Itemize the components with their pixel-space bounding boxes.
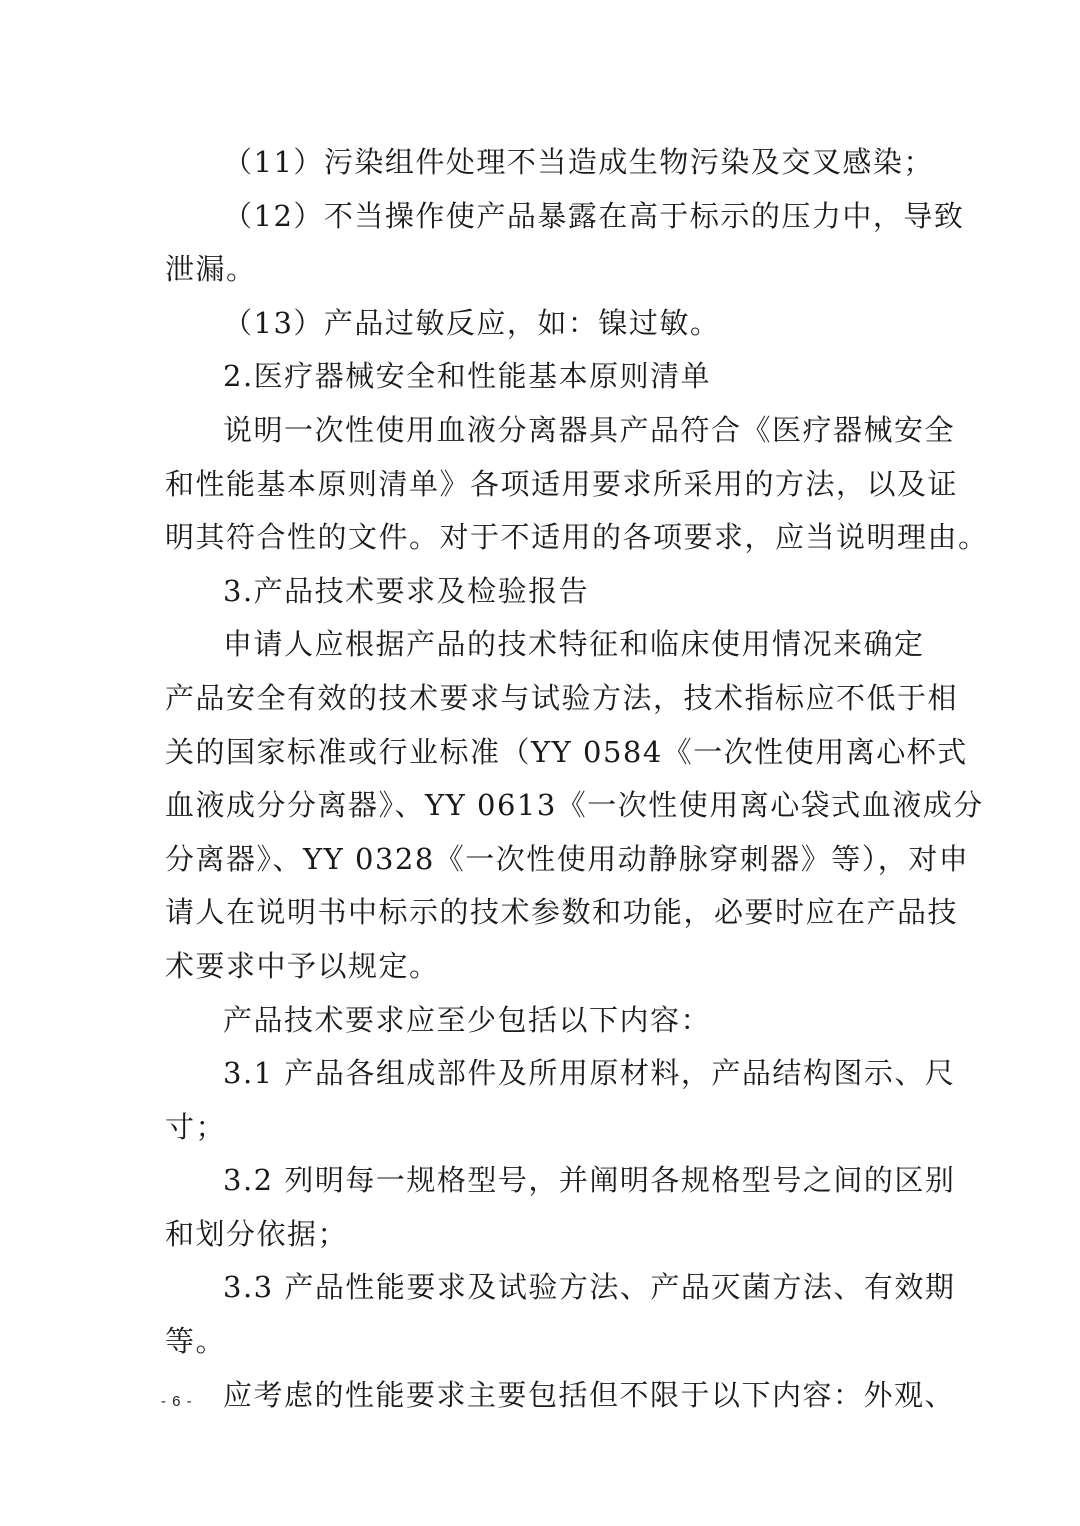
paragraph-line: 明其符合性的文件。对于不适用的各项要求，应当说明理由。 <box>165 520 989 555</box>
list-item-12-line-1: （12）不当操作使产品暴露在高于标示的压力中，导致 <box>223 198 965 233</box>
list-item-3-2-line-2: 和划分依据； <box>165 1216 349 1251</box>
list-item-12-line-2: 泄漏。 <box>165 252 257 287</box>
paragraph-line: 分离器》、YY 0328《一次性使用动静脉穿刺器》等），对申 <box>165 841 970 876</box>
paragraph-line: 和性能基本原则清单》各项适用要求所采用的方法，以及证 <box>165 466 959 501</box>
paragraph-line: 请人在说明书中标示的技术参数和功能，必要时应在产品技 <box>165 895 959 930</box>
paragraph-line: 关的国家标准或行业标准（YY 0584《一次性使用离心杯式 <box>165 734 968 769</box>
paragraph-line: 申请人应根据产品的技术特征和临床使用情况来确定 <box>223 627 925 662</box>
list-item-3-3-line-1: 3.3 产品性能要求及试验方法、产品灭菌方法、有效期 <box>223 1270 956 1305</box>
paragraph-line: 术要求中予以规定。 <box>165 948 440 983</box>
paragraph-line: 应考虑的性能要求主要包括但不限于以下内容：外观、 <box>223 1377 956 1412</box>
section-heading-2: 2.医疗器械安全和性能基本原则清单 <box>223 359 712 394</box>
paragraph-line: 产品安全有效的技术要求与试验方法，技术指标应不低于相 <box>165 680 959 715</box>
paragraph-line: 产品技术要求应至少包括以下内容： <box>223 1002 712 1037</box>
list-item-11: （11）污染组件处理不当造成生物污染及交叉感染； <box>223 145 934 179</box>
paragraph-line: 血液成分分离器》、YY 0613《一次性使用离心袋式血液成分 <box>165 788 984 823</box>
list-item-3-2-line-1: 3.2 列明每一规格型号，并阐明各规格型号之间的区别 <box>223 1163 956 1198</box>
section-heading-3: 3.产品技术要求及检验报告 <box>223 573 590 608</box>
paragraph-line: 说明一次性使用血液分离器具产品符合《医疗器械安全 <box>223 412 956 447</box>
list-item-3-3-line-2: 等。 <box>165 1324 227 1359</box>
list-item-3-1-line-1: 3.1 产品各组成部件及所用原材料，产品结构图示、尺 <box>223 1056 956 1091</box>
body-text <box>165 136 989 1422</box>
list-item-3-1-line-2: 寸； <box>165 1109 227 1144</box>
list-item-13: （13）产品过敏反应，如：镍过敏。 <box>223 305 721 340</box>
page-number: - 6 - <box>161 1393 193 1410</box>
